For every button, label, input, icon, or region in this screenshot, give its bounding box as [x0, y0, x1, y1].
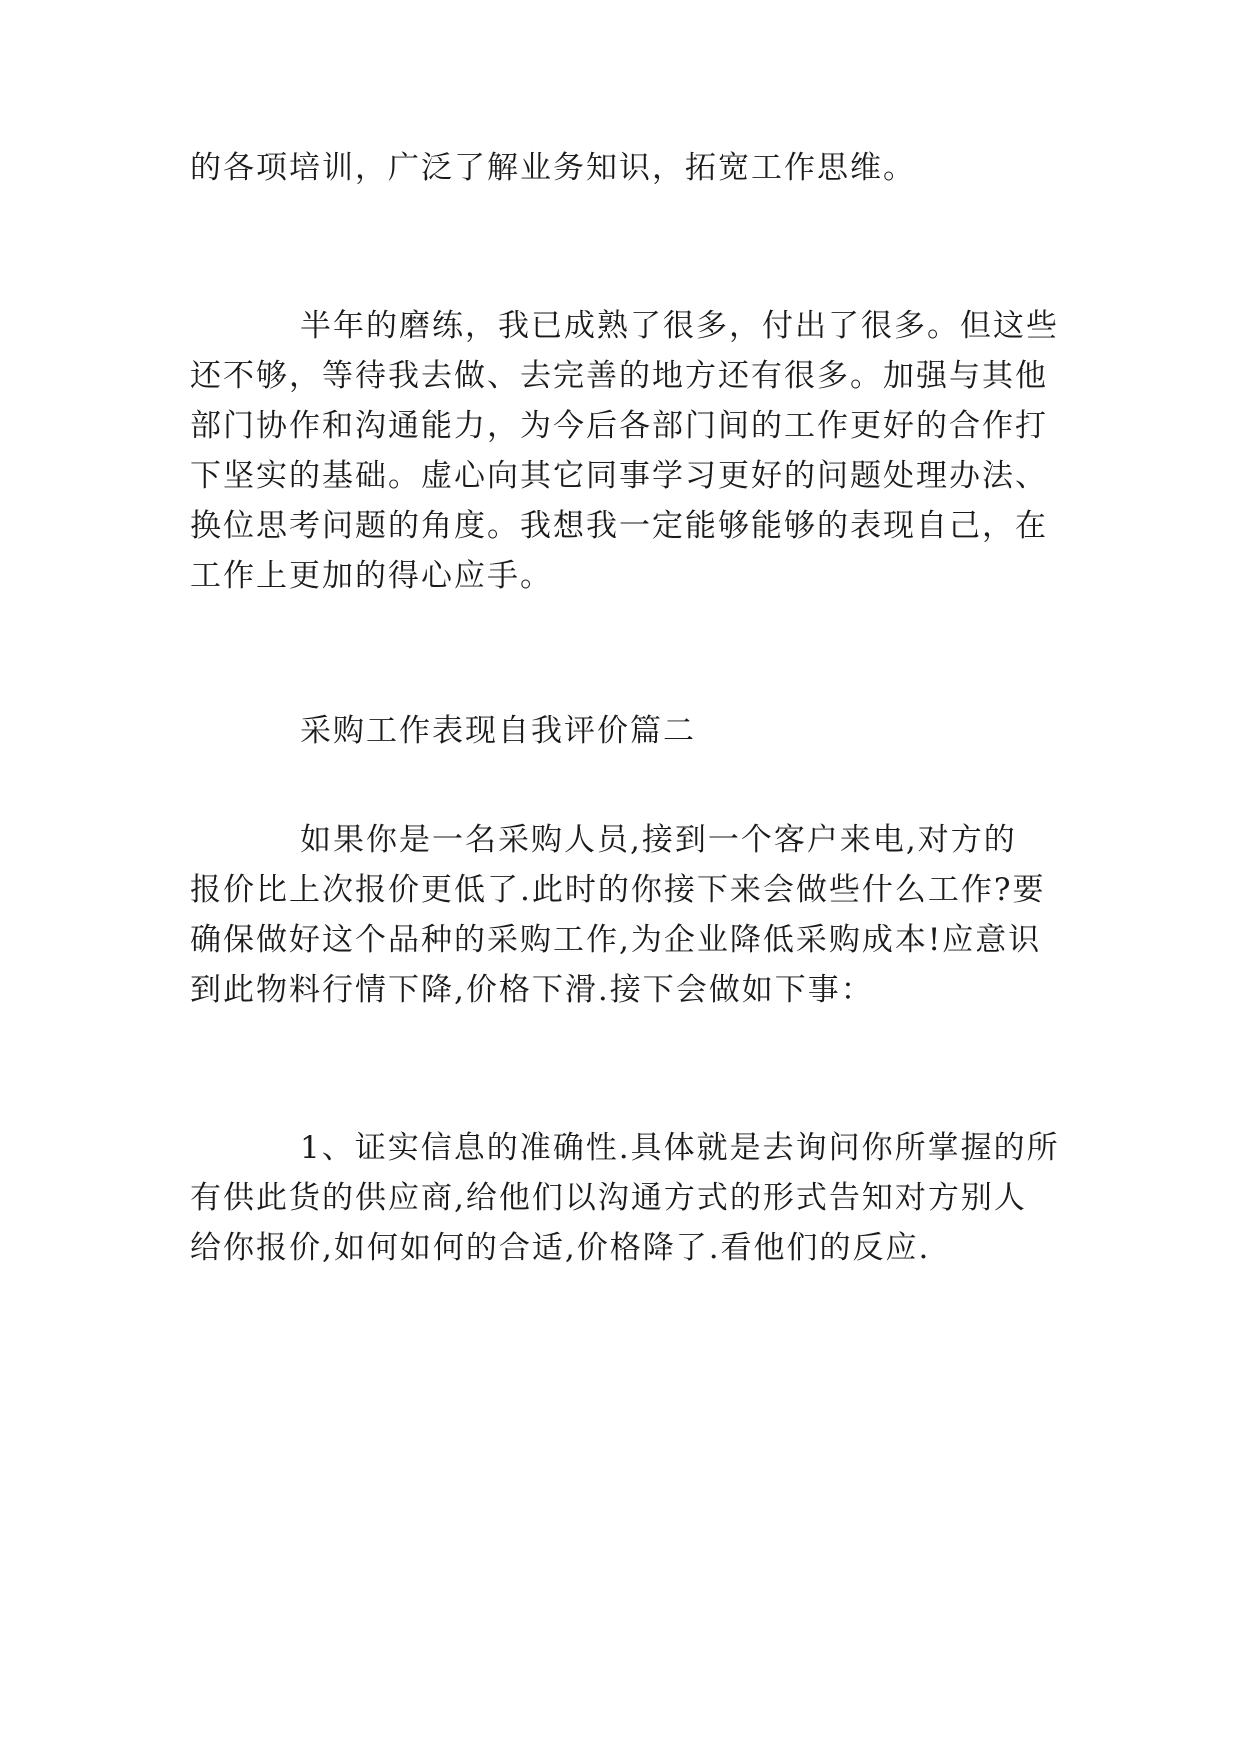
text-line: 1、证实信息的准确性.具体就是去询问你所掌握的所: [300, 1130, 1060, 1166]
text-line: 下坚实的基础。虚心向其它同事学习更好的问题处理办法、: [190, 458, 1048, 494]
section-heading: 采购工作表现自我评价篇二: [300, 713, 696, 749]
text-line: 换位思考问题的角度。我想我一定能够能够的表现自己，在: [190, 508, 1048, 544]
text-line: 部门协作和沟通能力，为今后各部门间的工作更好的合作打: [190, 408, 1048, 444]
text-line: 半年的磨练，我已成熟了很多，付出了很多。但这些: [300, 308, 1059, 344]
text-line: 给你报价,如何如何的合适,价格降了.看他们的反应.: [190, 1230, 931, 1266]
text-line: 的各项培训，广泛了解业务知识，拓宽工作思维。: [190, 150, 916, 186]
text-line: 报价比上次报价更低了.此时的你接下来会做些什么工作?要: [190, 872, 1046, 908]
text-line: 还不够，等待我去做、去完善的地方还有很多。加强与其他: [190, 358, 1048, 394]
text-line: 到此物料行情下降,价格下滑.接下会做如下事：: [190, 972, 874, 1008]
text-line: 确保做好这个品种的采购工作,为企业降低采购成本!应意识: [190, 922, 1042, 958]
text-line: 有供此货的供应商,给他们以沟通方式的形式告知对方别人: [190, 1180, 1027, 1216]
text-line: 如果你是一名采购人员,接到一个客户来电,对方的: [300, 822, 1017, 858]
text-line: 工作上更加的得心应手。: [190, 558, 553, 594]
